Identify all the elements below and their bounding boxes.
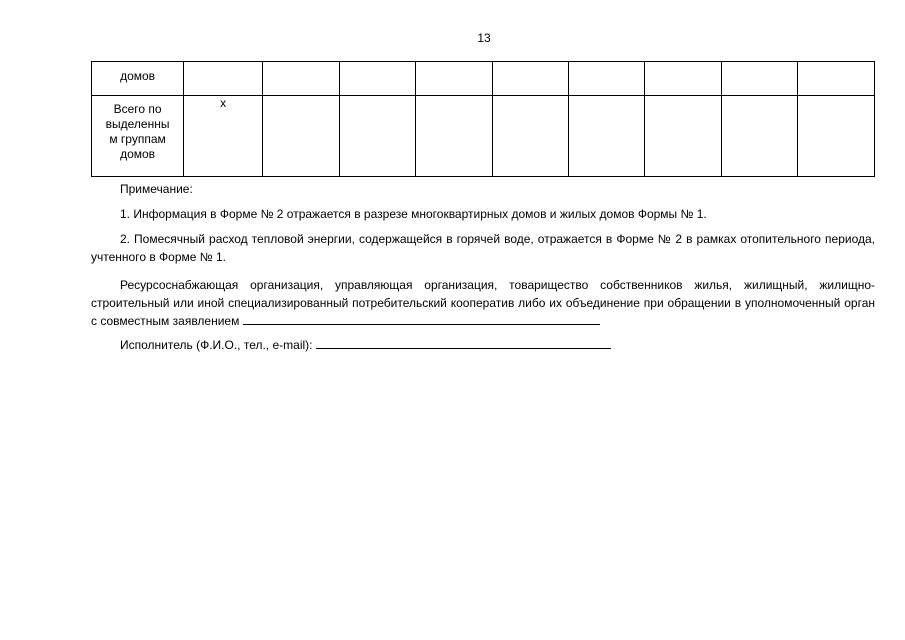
table-cell xyxy=(721,96,797,177)
table-cell xyxy=(184,62,263,96)
table-cell xyxy=(416,96,492,177)
executor-fill-line xyxy=(316,336,611,349)
table-cell xyxy=(339,62,415,96)
table-cell xyxy=(798,62,875,96)
row-label-total-line: домов xyxy=(120,147,156,161)
not-applicable-mark: х xyxy=(184,96,263,177)
table-cell xyxy=(263,62,339,96)
table-cell xyxy=(492,62,568,96)
row-label-houses: домов xyxy=(92,62,184,96)
statement-text: Ресурсоснабжающая организация, управляющая организация, товарищество собственников жилья, жилищный, жилищно-строительный или иной специализированный потребительский кооператив либо их объединение при обращении в уполномоченный орган с совместным заявлением xyxy=(91,278,875,328)
table-cell xyxy=(492,96,568,177)
note-item-2: 2. Помесячный расход тепловой энергии, содержащейся в горячей воде, отражается в Форме № 2 в рамках отопительного периода, учтенного в Форме № 1. xyxy=(91,232,875,264)
data-table xyxy=(91,61,875,177)
executor-block xyxy=(91,336,875,354)
table-cell xyxy=(645,62,721,96)
row-label-total-line: м группам xyxy=(109,132,166,146)
table-cell xyxy=(416,62,492,96)
statement-block xyxy=(91,276,875,330)
table-cell xyxy=(339,96,415,177)
note-item-1: 1. Информация в Форме № 2 отражается в разрезе многоквартирных домов и жилых домов Формы № 1. xyxy=(120,207,707,221)
table-cell xyxy=(263,96,339,177)
page-number: 13 xyxy=(477,31,491,45)
row-label-total-line: выделенны xyxy=(105,117,170,131)
note-item-2-block xyxy=(91,230,875,266)
notes-heading: Примечание: xyxy=(120,182,193,196)
table-cell xyxy=(798,96,875,177)
executor-label: Исполнитель (Ф.И.О., тел., e-mail): xyxy=(120,338,313,352)
table-row xyxy=(92,96,875,177)
table-row xyxy=(92,62,875,96)
statement-signature-line xyxy=(243,312,600,325)
table-cell xyxy=(721,62,797,96)
notes-heading-block xyxy=(91,180,875,198)
note-item-1-block xyxy=(91,205,875,223)
table-cell xyxy=(645,96,721,177)
table-cell xyxy=(569,96,645,177)
table-cell xyxy=(569,62,645,96)
row-label-total xyxy=(92,96,184,177)
row-label-total-line: Всего по xyxy=(113,102,162,116)
